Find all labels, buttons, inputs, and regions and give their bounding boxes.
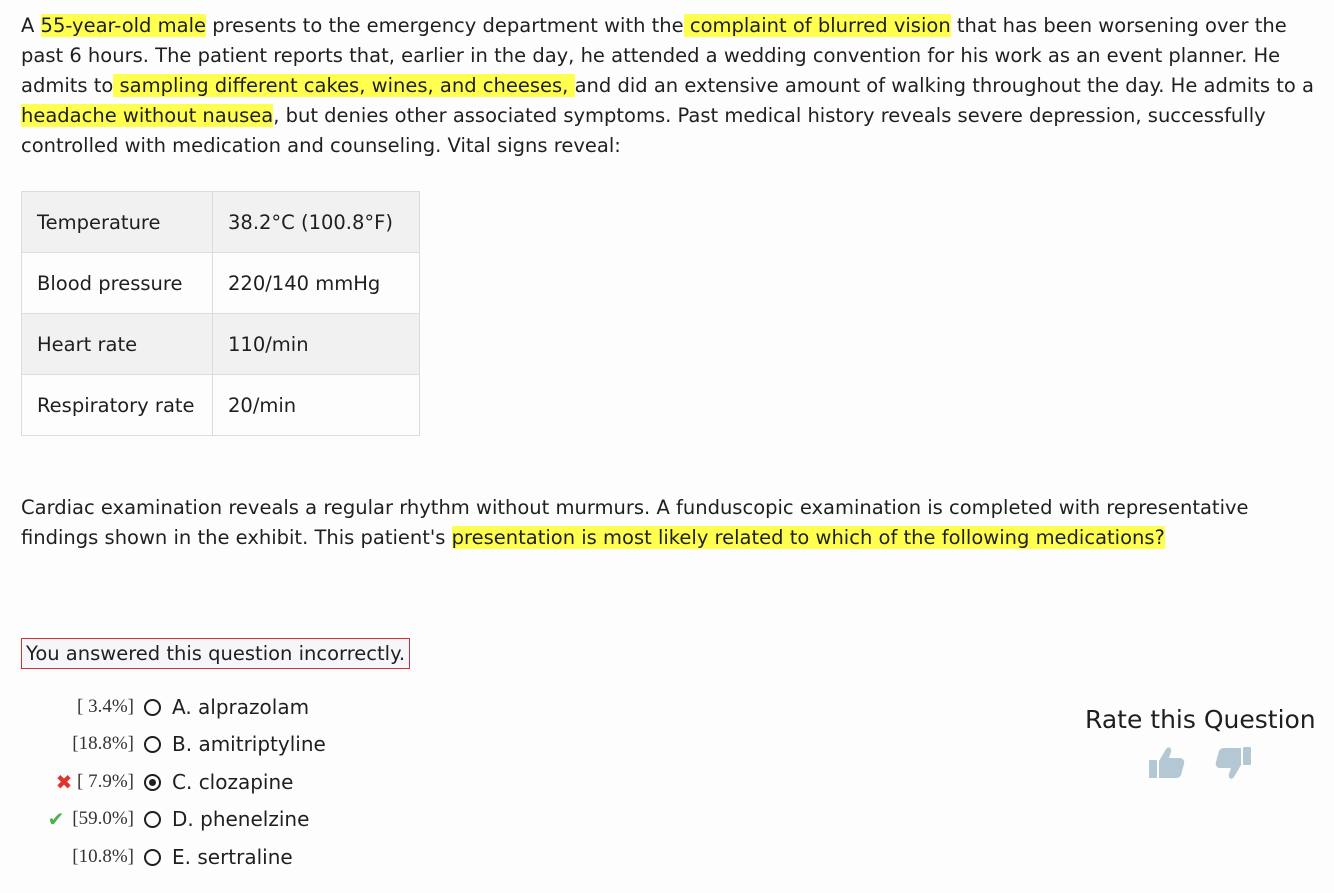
answer-choice-b[interactable] [0,729,400,759]
vital-value: 220/140 mmHg [213,253,420,314]
answer-choice-c[interactable] [0,767,400,797]
answer-label[interactable]: A. alprazolam [172,695,310,719]
thumbs-down-icon[interactable] [1214,744,1254,782]
stem-text: that has been worsening over the past 6 hours. The patient reports that, earlier in the day, he attended a wedding convention for his work as an event planner. He admits to [21,14,1287,97]
highlight-headache: headache without nausea [21,104,274,127]
radio-button[interactable] [144,811,161,828]
stem-text: Cardiac examination reveals a regular rhythm without murmurs. A funduscopic examination is completed with representative findings shown in the exhibit. This patient's [21,496,1249,549]
table-row [22,253,420,314]
answer-label[interactable]: B. amitriptyline [172,732,326,756]
vital-value: 20/min [213,375,420,436]
vital-signs-table [21,191,420,436]
table-row [22,375,420,436]
answer-choice-e[interactable] [0,842,400,872]
answer-percent: [10.8%] [72,846,134,867]
vital-label: Temperature [22,192,213,253]
answer-percent: [ 7.9%] [77,771,134,792]
radio-button[interactable] [144,849,161,866]
answer-percent: [18.8%] [72,733,134,754]
answer-choice-a[interactable] [0,692,400,722]
highlight-age-sex: 55-year-old male [40,14,206,37]
radio-button[interactable] [144,736,161,753]
highlight-question: presentation is most likely related to which of the following medications? [451,526,1165,549]
vital-value: 110/min [213,314,420,375]
radio-button-selected[interactable] [144,774,161,791]
answer-label[interactable]: C. clozapine [172,770,294,794]
question-stem-continued [21,493,1321,553]
stem-text: , but denies other associated symptoms. Past medical history reveals severe depression, successfully controlled with medication and counseling. Vital signs reveal: [21,104,1266,157]
stem-text: and did an extensive amount of walking throughout the day. He admits to a [574,74,1315,97]
vital-label: Heart rate [22,314,213,375]
highlight-foods: sampling different cakes, wines, and cheeses, [113,74,575,97]
thumbs-up-icon[interactable] [1146,744,1186,782]
result-banner: You answered this question incorrectly. [21,638,410,669]
rate-question-title: Rate this Question [1085,705,1316,734]
answer-percent: [ 3.4%] [77,696,134,717]
answer-label[interactable]: E. sertraline [172,845,293,869]
question-stem [21,11,1321,161]
radio-button[interactable] [144,699,161,716]
vital-label: Respiratory rate [22,375,213,436]
table-row [22,314,420,375]
table-row [22,192,420,253]
cross-icon: ✖ [55,770,73,794]
answer-choice-d[interactable] [0,804,400,834]
stem-text: presents to the emergency department with the [206,14,684,37]
check-icon: ✔ [47,807,65,831]
vital-value: 38.2°C (100.8°F) [213,192,420,253]
vital-label: Blood pressure [22,253,213,314]
highlight-complaint: complaint of blurred vision [683,14,951,37]
stem-text: A [21,14,41,37]
answer-percent: [59.0%] [72,808,134,829]
answer-label[interactable]: D. phenelzine [172,807,310,831]
